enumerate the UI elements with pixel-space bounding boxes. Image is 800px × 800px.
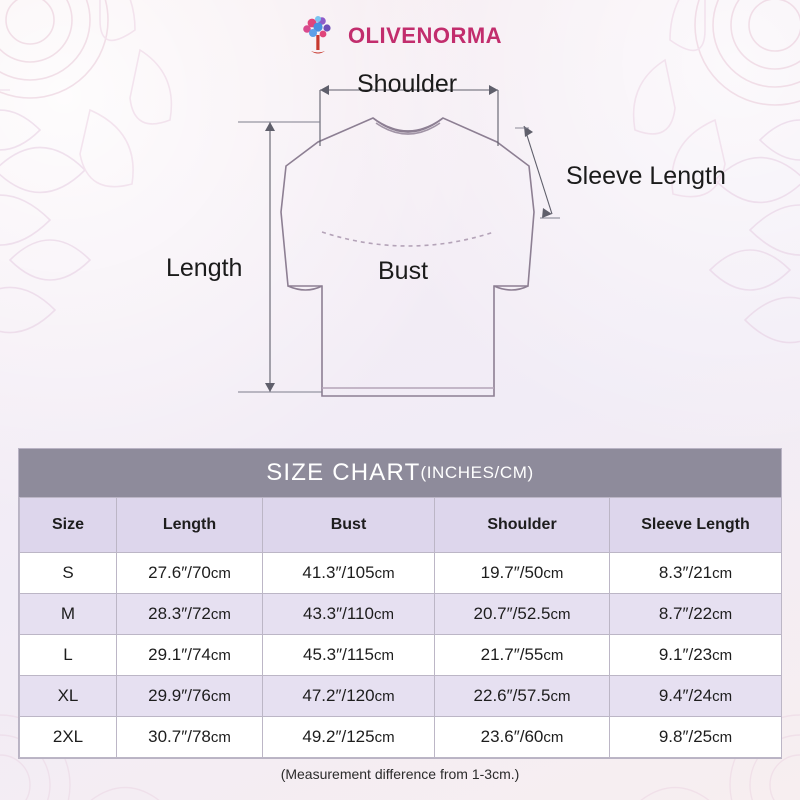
brand-header — [0, 14, 800, 58]
cell-length — [117, 717, 263, 758]
cell-length-value: 28.3″/72 — [148, 604, 211, 623]
cell-bust-value: 49.2″/125 — [302, 727, 375, 746]
cell-sleeve — [610, 594, 782, 635]
cell-bust-unit: cm — [373, 606, 394, 623]
cell-shoulder — [435, 553, 610, 594]
cell-sleeve — [610, 553, 782, 594]
cell-bust-unit: cm — [373, 647, 394, 664]
cell-length — [117, 594, 263, 635]
cell-shoulder-unit: cm — [550, 606, 571, 623]
cell-shoulder-unit: cm — [543, 565, 564, 582]
table-row — [20, 635, 782, 676]
cell-length-value: 29.1″/74 — [148, 645, 211, 664]
cell-shoulder-unit: cm — [550, 688, 571, 705]
cell-shoulder-unit: cm — [543, 647, 564, 664]
cell-length-value: 27.6″/70 — [148, 563, 211, 582]
size-chart-title — [19, 449, 781, 497]
cell-sleeve-unit: cm — [712, 606, 733, 623]
tshirt-outline-icon — [0, 62, 800, 442]
cell-sleeve — [610, 635, 782, 676]
table-row — [20, 676, 782, 717]
cell-sleeve-value: 8.7″/22 — [658, 604, 713, 623]
column-header-size: Size — [20, 498, 117, 553]
table-row — [20, 594, 782, 635]
cell-bust-unit: cm — [374, 565, 395, 582]
cell-length-unit: cm — [210, 565, 231, 582]
size-chart — [18, 448, 782, 759]
cell-length — [117, 553, 263, 594]
cell-shoulder-value: 23.6″/60 — [480, 727, 544, 746]
cell-length-value: 30.7″/78 — [148, 727, 211, 746]
cell-bust — [263, 553, 435, 594]
cell-bust — [263, 717, 435, 758]
cell-sleeve — [610, 676, 782, 717]
cell-sleeve-value: 9.1″/23 — [658, 645, 713, 664]
cell-length — [117, 676, 263, 717]
cell-sleeve-value: 9.4″/24 — [658, 686, 713, 705]
brand-name: OLIVENORMA — [347, 23, 503, 48]
cell-size: S — [20, 553, 117, 594]
cell-sleeve-value: 8.3″/21 — [658, 563, 713, 582]
cell-bust — [263, 676, 435, 717]
cell-shoulder-value: 19.7″/50 — [480, 563, 544, 582]
cell-shoulder-unit: cm — [543, 729, 564, 746]
table-row — [20, 717, 782, 758]
cell-bust — [263, 635, 435, 676]
column-header-length: Length — [117, 498, 263, 553]
column-header-shoulder: Shoulder — [435, 498, 610, 553]
cell-length-unit: cm — [210, 647, 231, 664]
cell-sleeve-value: 9.8″/25 — [658, 727, 713, 746]
table-row — [20, 553, 782, 594]
cell-shoulder — [435, 635, 610, 676]
cell-shoulder-value: 20.7″/52.5 — [473, 604, 551, 623]
label-length: Length — [166, 254, 243, 282]
cell-size: L — [20, 635, 117, 676]
tree-logo-icon — [298, 14, 338, 58]
cell-bust-value: 47.2″/120 — [302, 686, 375, 705]
column-header-bust: Bust — [263, 498, 435, 553]
cell-shoulder — [435, 594, 610, 635]
cell-shoulder-value: 21.7″/55 — [480, 645, 544, 664]
cell-bust-unit: cm — [374, 688, 395, 705]
cell-bust — [263, 594, 435, 635]
cell-shoulder-value: 22.6″/57.5 — [473, 686, 551, 705]
table-header-row — [20, 498, 782, 553]
cell-length-unit: cm — [210, 606, 231, 623]
cell-sleeve-unit: cm — [712, 647, 733, 664]
cell-bust-value: 41.3″/105 — [302, 563, 375, 582]
cell-bust-value: 45.3″/115 — [303, 645, 374, 664]
cell-size: M — [20, 594, 117, 635]
label-shoulder: Shoulder — [357, 70, 458, 98]
cell-sleeve — [610, 717, 782, 758]
cell-bust-value: 43.3″/110 — [303, 604, 374, 623]
cell-length-unit: cm — [210, 688, 231, 705]
cell-length-unit: cm — [210, 729, 231, 746]
label-bust: Bust — [378, 257, 429, 285]
size-chart-table — [19, 497, 782, 758]
label-sleeve-length: Sleeve Length — [566, 162, 726, 190]
cell-sleeve-unit: cm — [712, 688, 733, 705]
cell-bust-unit: cm — [374, 729, 395, 746]
cell-length — [117, 635, 263, 676]
measurement-diagram — [0, 62, 800, 442]
cell-length-value: 29.9″/76 — [148, 686, 211, 705]
cell-sleeve-unit: cm — [712, 729, 733, 746]
size-chart-title-main: SIZE CHART — [266, 459, 421, 486]
column-header-sleeve-length: Sleeve Length — [610, 498, 782, 553]
cell-shoulder — [435, 676, 610, 717]
cell-size: 2XL — [20, 717, 117, 758]
cell-size: XL — [20, 676, 117, 717]
size-chart-title-units: (INCHES/CM) — [420, 463, 534, 482]
cell-sleeve-unit: cm — [712, 565, 733, 582]
cell-shoulder — [435, 717, 610, 758]
measurement-note: (Measurement difference from 1-3cm.) — [280, 766, 520, 782]
